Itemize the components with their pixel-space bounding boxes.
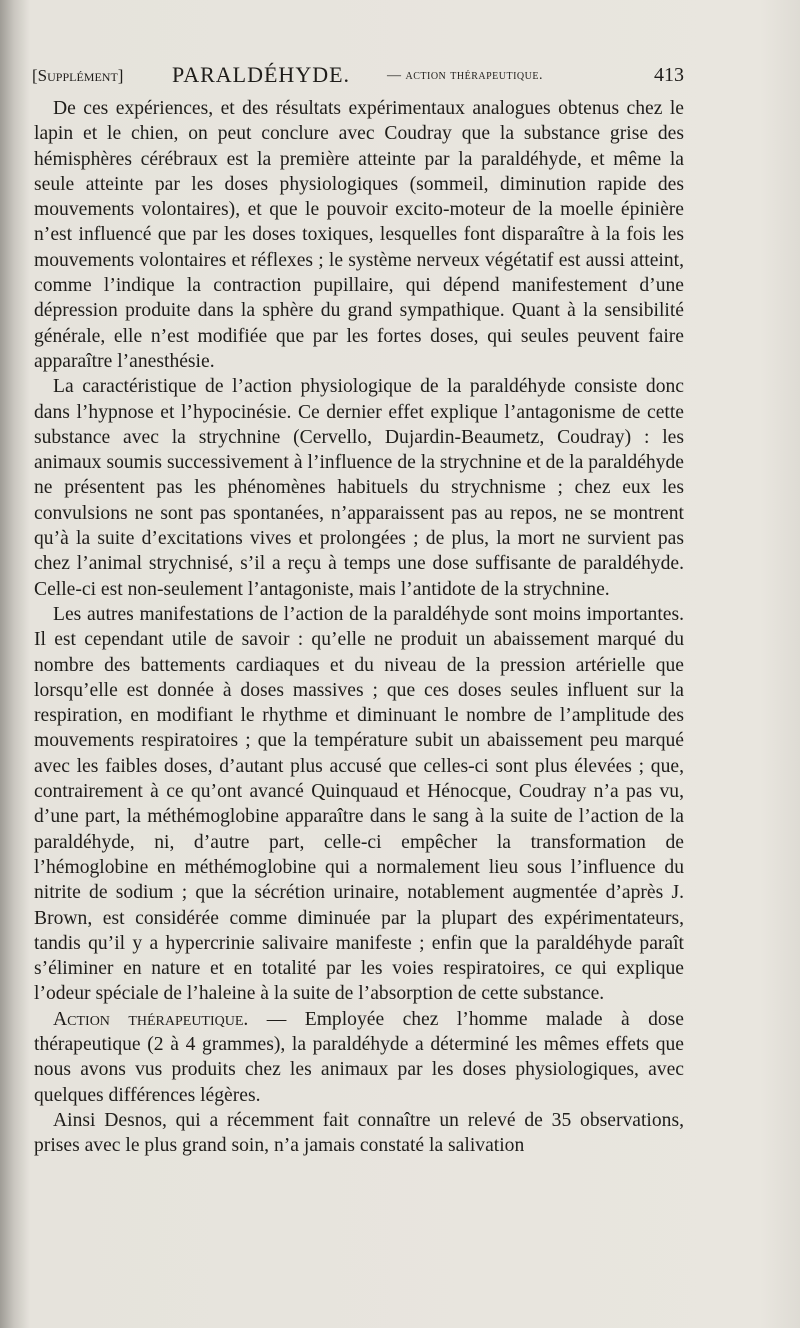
- paragraph-1: De ces expériences, et des résultats expérimentaux analogues obtenus chez le lapin et le chien, on peut conclure avec Coudray que la substance grise des hémisphères cérébraux est la première atteinte par la paraldéhyde, et même la seule atteinte par les doses physiologiques (sommeil, diminution rapide des mouvements volontaires), et que le pouvoir excito-moteur de la moelle épinière n’est influencé que par les doses toxiques, lesquelles font disparaître à la fois les mouvements volontaires et réflexes ; le système nerveux végétatif est aussi atteint, comme l’indique la contraction pupillaire, qui dépend manifestement d’une dépression produite dans la sphère du grand sympathique. Quant à la sensibilité générale, elle n’est modifiée que par les fortes doses, qui seules peuvent faire apparaître l’anesthésie.: [34, 98, 684, 372]
- page-subtitle: — action thérapeutique.: [387, 68, 543, 83]
- therapeutic-text: — Employée chez l’homme malade à dose thérapeutique (2 à 4 grammes), la paraldéhyde a déterminé les mêmes effets que nous avons vus produits chez les animaux par les doses physiologiques, avec quelques différences légères.: [34, 1008, 684, 1106]
- paragraph-last: Ainsi Desnos, qui a récemment fait connaître un relevé de 35 observations, prises avec le plus grand soin, n’a jamais constaté la salivation: [34, 1109, 684, 1157]
- page-number: 413: [654, 64, 684, 86]
- running-head: [32, 62, 684, 92]
- paragraph-2: La caractéristique de l’action physiologique de la paraldéhyde consiste donc dans l’hypnose et l’hypocinésie. Ce dernier effet explique l’antagonisme de cette substance avec la strychnine (Cervello, Dujardin-Beaumetz, Coudray) : les animaux soumis successivement à l’influence de la strychnine et de la paraldéhyde ne présentent pas les phénomènes habituels du strychnisme ; chez eux les convulsions ne sont pas spontanées, n’apparaissent pas au repos, ne se montrent qu’à la suite d’excitations vives et prolongées ; de plus, la mort ne survient pas chez l’animal strychnisé, s’il a reçu à temps une dose suffisante de paraldéhyde. Celle-ci est non-seulement l’antagoniste, mais l’antidote de la strychnine.: [34, 376, 684, 600]
- page-title: PARALDÉHYDE.: [172, 62, 351, 87]
- body-text: [34, 96, 684, 1158]
- paragraph-3: Les autres manifestations de l’action de la paraldéhyde sont moins importantes. Il est cependant utile de savoir : qu’elle ne produit un abaissement marqué du nombre des battements cardiaques et du niveau de la pression artérielle que lorsqu’elle est donnée à doses massives ; que ces doses seules influent sur la respiration, en modifiant le rhythme et diminuant le nombre de l’amplitude des mouvements respiratoires ; que la température subit un abaissement peu marqué avec les faibles doses, d’autant plus accusé que celles-ci sont plus élevées ; que, contrairement à ce qu’ont avancé Quinquaud et Hénocque, Coudray n’a pas vu, d’une part, la méthémoglobine apparaître dans le sang à la suite de l’action de la paraldéhyde, ni, d’autre part, celle-ci empêcher la transformation de l’hémoglobine en méthémoglobine qui a normalement lieu sous l’influence du nitrite de sodium ; que la sécrétion urinaire, notablement augmentée d’après J. Brown, est considérée comme diminuée par la plupart des expérimentateurs, tandis qu’il y a hypercrinie salivaire manifeste ; enfin que la paraldéhyde paraît s’éliminer en nature et en totalité par les voies respiratoires, ce qui explique l’odeur spéciale de l’haleine à la suite de l’absorption de cette substance.: [34, 603, 684, 1005]
- paragraph-therapeutic: [34, 1007, 684, 1108]
- therapeutic-heading: Action thérapeutique.: [53, 1008, 249, 1030]
- section-label: [Supplément]: [32, 66, 124, 85]
